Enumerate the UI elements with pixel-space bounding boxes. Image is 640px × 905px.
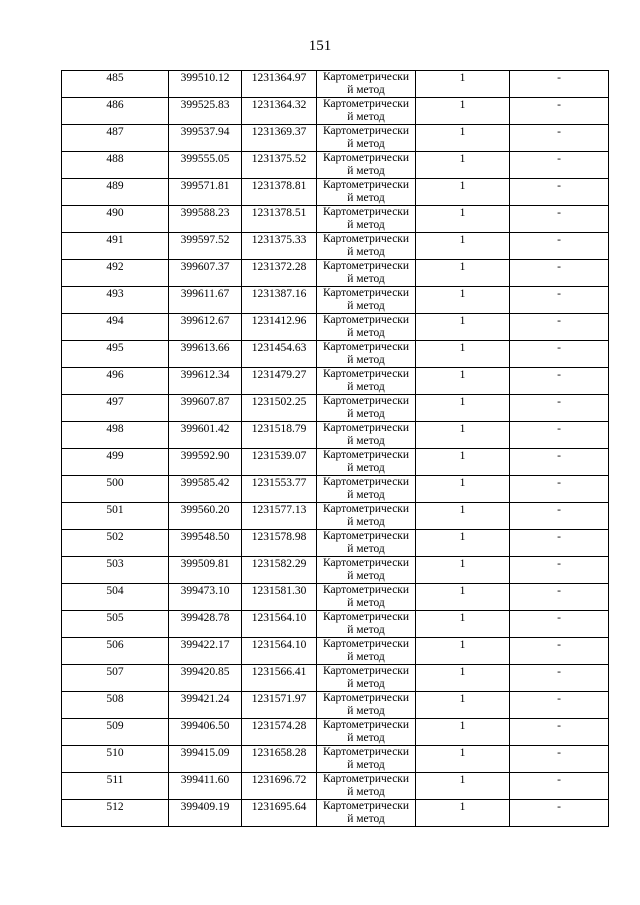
method-cell [317, 584, 416, 611]
method-cell [317, 638, 416, 665]
table-row [62, 449, 609, 476]
count-cell: 1 [416, 287, 510, 314]
table-row [62, 341, 609, 368]
dash-cell: - [510, 395, 609, 422]
method-line-2: й метод [347, 461, 385, 474]
x-coordinate-cell: 399406.50 [169, 719, 242, 746]
y-coordinate-cell: 1231369.37 [242, 125, 317, 152]
method-line-2: й метод [347, 353, 385, 366]
method-line-2: й метод [347, 731, 385, 744]
method-line-2: й метод [347, 245, 385, 258]
y-coordinate-cell: 1231412.96 [242, 314, 317, 341]
page-number: 151 [308, 38, 332, 54]
method-line-1: Картометрически [322, 746, 410, 758]
point-number-cell: 493 [62, 287, 169, 314]
point-number-cell: 501 [62, 503, 169, 530]
dash-cell: - [510, 773, 609, 800]
point-number-cell: 492 [62, 260, 169, 287]
y-coordinate-cell: 1231658.28 [242, 746, 317, 773]
dash-cell: - [510, 287, 609, 314]
method-line-2: й метод [347, 650, 385, 663]
method-line-2: й метод [347, 272, 385, 285]
dash-cell: - [510, 476, 609, 503]
method-line-1: Картометрически [322, 611, 410, 623]
y-coordinate-cell: 1231502.25 [242, 395, 317, 422]
dash-cell: - [510, 206, 609, 233]
x-coordinate-cell: 399612.67 [169, 314, 242, 341]
method-line-1: Картометрически [322, 584, 410, 596]
y-coordinate-cell: 1231378.81 [242, 179, 317, 206]
x-coordinate-cell: 399611.67 [169, 287, 242, 314]
y-coordinate-cell: 1231696.72 [242, 773, 317, 800]
y-coordinate-cell: 1231577.13 [242, 503, 317, 530]
method-line-1: Картометрически [322, 557, 410, 569]
point-number-cell: 500 [62, 476, 169, 503]
method-line-1: Картометрически [322, 665, 410, 677]
count-cell: 1 [416, 584, 510, 611]
count-cell: 1 [416, 800, 510, 827]
method-line-2: й метод [347, 785, 385, 798]
y-coordinate-cell: 1231378.51 [242, 206, 317, 233]
table-row [62, 476, 609, 503]
point-number-cell: 487 [62, 125, 169, 152]
y-coordinate-cell: 1231479.27 [242, 368, 317, 395]
method-line-2: й метод [347, 488, 385, 501]
table-row [62, 422, 609, 449]
x-coordinate-cell: 399415.09 [169, 746, 242, 773]
method-line-1: Картометрически [322, 125, 410, 137]
dash-cell: - [510, 692, 609, 719]
x-coordinate-cell: 399525.83 [169, 98, 242, 125]
method-line-1: Картометрически [322, 341, 410, 353]
method-cell [317, 665, 416, 692]
method-cell [317, 800, 416, 827]
point-number-cell: 494 [62, 314, 169, 341]
method-line-1: Картометрически [322, 530, 410, 542]
method-cell [317, 260, 416, 287]
method-line-2: й метод [347, 434, 385, 447]
y-coordinate-cell: 1231364.97 [242, 71, 317, 98]
point-number-cell: 506 [62, 638, 169, 665]
method-line-1: Картометрически [322, 773, 410, 785]
method-cell [317, 179, 416, 206]
point-number-cell: 496 [62, 368, 169, 395]
method-line-1: Картометрически [322, 422, 410, 434]
dash-cell: - [510, 125, 609, 152]
table-body [62, 71, 609, 827]
method-line-2: й метод [347, 218, 385, 231]
count-cell: 1 [416, 341, 510, 368]
count-cell: 1 [416, 233, 510, 260]
count-cell: 1 [416, 422, 510, 449]
method-cell [317, 287, 416, 314]
method-cell [317, 206, 416, 233]
count-cell: 1 [416, 206, 510, 233]
method-line-1: Картометрически [322, 260, 410, 272]
method-line-1: Картометрически [322, 476, 410, 488]
dash-cell: - [510, 314, 609, 341]
y-coordinate-cell: 1231581.30 [242, 584, 317, 611]
table-row [62, 746, 609, 773]
point-number-cell: 491 [62, 233, 169, 260]
count-cell: 1 [416, 125, 510, 152]
method-line-2: й метод [347, 596, 385, 609]
method-cell [317, 233, 416, 260]
method-line-1: Картометрически [322, 638, 410, 650]
point-number-cell: 486 [62, 98, 169, 125]
x-coordinate-cell: 399588.23 [169, 206, 242, 233]
table-row [62, 638, 609, 665]
table-row [62, 665, 609, 692]
method-line-2: й метод [347, 704, 385, 717]
table-row [62, 800, 609, 827]
method-line-1: Картометрически [322, 719, 410, 731]
method-line-1: Картометрически [322, 368, 410, 380]
method-line-2: й метод [347, 110, 385, 123]
method-cell [317, 557, 416, 584]
x-coordinate-cell: 399597.52 [169, 233, 242, 260]
method-line-1: Картометрически [322, 314, 410, 326]
method-line-1: Картометрически [322, 692, 410, 704]
x-coordinate-cell: 399560.20 [169, 503, 242, 530]
x-coordinate-cell: 399555.05 [169, 152, 242, 179]
dash-cell: - [510, 422, 609, 449]
dash-cell: - [510, 233, 609, 260]
x-coordinate-cell: 399612.34 [169, 368, 242, 395]
table-row [62, 314, 609, 341]
method-cell [317, 503, 416, 530]
table-row [62, 179, 609, 206]
x-coordinate-cell: 399613.66 [169, 341, 242, 368]
count-cell: 1 [416, 98, 510, 125]
method-line-2: й метод [347, 677, 385, 690]
method-cell [317, 422, 416, 449]
y-coordinate-cell: 1231553.77 [242, 476, 317, 503]
x-coordinate-cell: 399428.78 [169, 611, 242, 638]
y-coordinate-cell: 1231375.52 [242, 152, 317, 179]
method-line-2: й метод [347, 191, 385, 204]
method-cell [317, 368, 416, 395]
dash-cell: - [510, 98, 609, 125]
point-number-cell: 512 [62, 800, 169, 827]
method-cell [317, 125, 416, 152]
method-cell [317, 449, 416, 476]
point-number-cell: 511 [62, 773, 169, 800]
dash-cell: - [510, 557, 609, 584]
method-line-1: Картометрически [322, 71, 410, 83]
x-coordinate-cell: 399607.87 [169, 395, 242, 422]
y-coordinate-cell: 1231695.64 [242, 800, 317, 827]
method-cell [317, 98, 416, 125]
dash-cell: - [510, 503, 609, 530]
point-number-cell: 497 [62, 395, 169, 422]
dash-cell: - [510, 746, 609, 773]
count-cell: 1 [416, 71, 510, 98]
method-cell [317, 314, 416, 341]
method-cell [317, 341, 416, 368]
point-number-cell: 490 [62, 206, 169, 233]
point-number-cell: 510 [62, 746, 169, 773]
x-coordinate-cell: 399422.17 [169, 638, 242, 665]
method-line-2: й метод [347, 83, 385, 96]
method-line-1: Картометрически [322, 287, 410, 299]
x-coordinate-cell: 399510.12 [169, 71, 242, 98]
count-cell: 1 [416, 152, 510, 179]
x-coordinate-cell: 399411.60 [169, 773, 242, 800]
dash-cell: - [510, 71, 609, 98]
table-row [62, 206, 609, 233]
table-row [62, 719, 609, 746]
method-cell [317, 611, 416, 638]
point-number-cell: 499 [62, 449, 169, 476]
dash-cell: - [510, 584, 609, 611]
table-row [62, 233, 609, 260]
table-row [62, 773, 609, 800]
method-cell [317, 71, 416, 98]
count-cell: 1 [416, 557, 510, 584]
method-cell [317, 719, 416, 746]
method-line-2: й метод [347, 515, 385, 528]
dash-cell: - [510, 719, 609, 746]
y-coordinate-cell: 1231574.28 [242, 719, 317, 746]
count-cell: 1 [416, 395, 510, 422]
point-number-cell: 488 [62, 152, 169, 179]
table-row [62, 260, 609, 287]
method-cell [317, 773, 416, 800]
table-row [62, 125, 609, 152]
x-coordinate-cell: 399607.37 [169, 260, 242, 287]
x-coordinate-cell: 399585.42 [169, 476, 242, 503]
method-line-2: й метод [347, 758, 385, 771]
method-line-2: й метод [347, 542, 385, 555]
method-line-2: й метод [347, 569, 385, 582]
method-line-2: й метод [347, 623, 385, 636]
method-line-1: Картометрически [322, 152, 410, 164]
table-row [62, 503, 609, 530]
count-cell: 1 [416, 368, 510, 395]
point-number-cell: 509 [62, 719, 169, 746]
x-coordinate-cell: 399421.24 [169, 692, 242, 719]
method-cell [317, 395, 416, 422]
method-line-1: Картометрически [322, 206, 410, 218]
dash-cell: - [510, 260, 609, 287]
method-line-2: й метод [347, 164, 385, 177]
y-coordinate-cell: 1231375.33 [242, 233, 317, 260]
y-coordinate-cell: 1231387.16 [242, 287, 317, 314]
count-cell: 1 [416, 611, 510, 638]
point-number-cell: 495 [62, 341, 169, 368]
method-line-1: Картометрически [322, 98, 410, 110]
x-coordinate-cell: 399601.42 [169, 422, 242, 449]
count-cell: 1 [416, 746, 510, 773]
point-number-cell: 498 [62, 422, 169, 449]
count-cell: 1 [416, 179, 510, 206]
point-number-cell: 507 [62, 665, 169, 692]
y-coordinate-cell: 1231539.07 [242, 449, 317, 476]
table-row [62, 152, 609, 179]
x-coordinate-cell: 399409.19 [169, 800, 242, 827]
method-line-2: й метод [347, 137, 385, 150]
count-cell: 1 [416, 314, 510, 341]
dash-cell: - [510, 611, 609, 638]
point-number-cell: 489 [62, 179, 169, 206]
dash-cell: - [510, 152, 609, 179]
table-row [62, 584, 609, 611]
y-coordinate-cell: 1231564.10 [242, 611, 317, 638]
method-line-1: Картометрически [322, 503, 410, 515]
method-line-1: Картометрически [322, 800, 410, 812]
x-coordinate-cell: 399548.50 [169, 530, 242, 557]
dash-cell: - [510, 449, 609, 476]
y-coordinate-cell: 1231518.79 [242, 422, 317, 449]
coordinates-table [61, 70, 609, 827]
point-number-cell: 502 [62, 530, 169, 557]
dash-cell: - [510, 800, 609, 827]
method-cell [317, 530, 416, 557]
x-coordinate-cell: 399509.81 [169, 557, 242, 584]
dash-cell: - [510, 341, 609, 368]
count-cell: 1 [416, 476, 510, 503]
dash-cell: - [510, 368, 609, 395]
method-line-2: й метод [347, 380, 385, 393]
y-coordinate-cell: 1231364.32 [242, 98, 317, 125]
x-coordinate-cell: 399473.10 [169, 584, 242, 611]
table-row [62, 611, 609, 638]
method-cell [317, 152, 416, 179]
y-coordinate-cell: 1231454.63 [242, 341, 317, 368]
method-line-2: й метод [347, 812, 385, 825]
table-row [62, 98, 609, 125]
table-row [62, 395, 609, 422]
y-coordinate-cell: 1231582.29 [242, 557, 317, 584]
y-coordinate-cell: 1231578.98 [242, 530, 317, 557]
method-line-2: й метод [347, 407, 385, 420]
x-coordinate-cell: 399592.90 [169, 449, 242, 476]
x-coordinate-cell: 399537.94 [169, 125, 242, 152]
point-number-cell: 485 [62, 71, 169, 98]
y-coordinate-cell: 1231571.97 [242, 692, 317, 719]
method-cell [317, 692, 416, 719]
dash-cell: - [510, 665, 609, 692]
y-coordinate-cell: 1231372.28 [242, 260, 317, 287]
y-coordinate-cell: 1231566.41 [242, 665, 317, 692]
point-number-cell: 504 [62, 584, 169, 611]
dash-cell: - [510, 638, 609, 665]
method-line-1: Картометрически [322, 449, 410, 461]
table-row [62, 71, 609, 98]
method-line-2: й метод [347, 299, 385, 312]
method-line-1: Картометрически [322, 395, 410, 407]
table-row [62, 530, 609, 557]
count-cell: 1 [416, 638, 510, 665]
x-coordinate-cell: 399571.81 [169, 179, 242, 206]
count-cell: 1 [416, 449, 510, 476]
count-cell: 1 [416, 260, 510, 287]
x-coordinate-cell: 399420.85 [169, 665, 242, 692]
table-row [62, 692, 609, 719]
method-cell [317, 746, 416, 773]
table-row [62, 368, 609, 395]
count-cell: 1 [416, 692, 510, 719]
point-number-cell: 503 [62, 557, 169, 584]
method-cell [317, 476, 416, 503]
dash-cell: - [510, 530, 609, 557]
y-coordinate-cell: 1231564.10 [242, 638, 317, 665]
count-cell: 1 [416, 719, 510, 746]
table-row [62, 287, 609, 314]
table-row [62, 557, 609, 584]
dash-cell: - [510, 179, 609, 206]
count-cell: 1 [416, 665, 510, 692]
count-cell: 1 [416, 530, 510, 557]
count-cell: 1 [416, 773, 510, 800]
count-cell: 1 [416, 503, 510, 530]
method-line-2: й метод [347, 326, 385, 339]
method-line-1: Картометрически [322, 179, 410, 191]
point-number-cell: 508 [62, 692, 169, 719]
point-number-cell: 505 [62, 611, 169, 638]
method-line-1: Картометрически [322, 233, 410, 245]
